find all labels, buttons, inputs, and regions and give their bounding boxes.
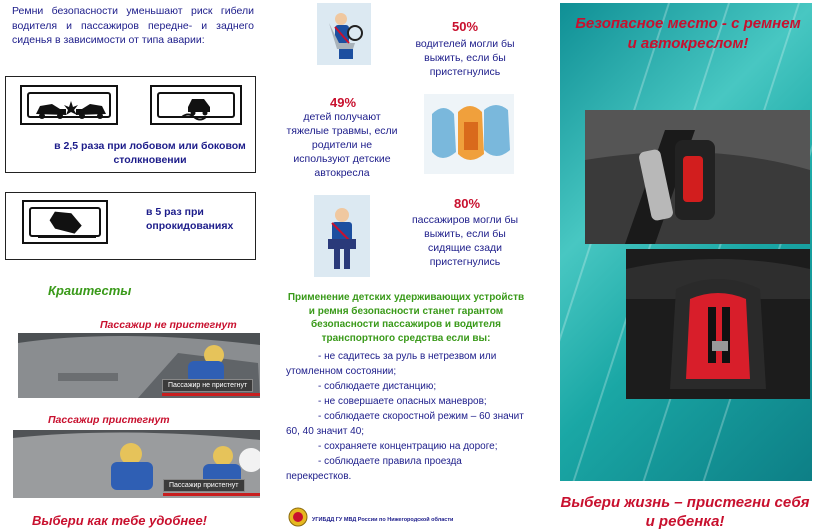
police-emblem-icon (288, 507, 308, 527)
passenger-belt-image (314, 195, 370, 277)
right-title: Безопасное место - с ремнем и автокреслом! (575, 15, 801, 52)
unbuckled-crash-image (18, 333, 260, 398)
advice-list (286, 349, 524, 484)
organization-name: УГИБДД ГУ МВД России по Нижегородской области (312, 517, 454, 523)
skidding-car-icon (152, 87, 244, 127)
rollover-text: в 5 раз при опрокидованиях (146, 206, 234, 232)
buckled-crash-image (13, 430, 260, 498)
rollover-sign (22, 200, 108, 244)
car-crash-icon (22, 87, 120, 127)
red-child-seat-icon (626, 249, 810, 399)
frontal-collision-sign (20, 85, 118, 125)
child-seat-image (424, 94, 514, 174)
intro-text: Ремни безопасности уменьшают риск гибели водителя и пассажиров передне- и заднего сиденья в зависимости от типа аварии: (12, 5, 254, 46)
stat3-value: 80% (453, 196, 481, 211)
crash-tests-title: Краштесты (48, 283, 132, 298)
stat1-value: 50% (451, 19, 479, 34)
advice-item: - соблюдаете скоростной режим – 60 значит 60, 40 значит 40; (286, 411, 524, 437)
unbuckled-caption: Пассажир не пристегнут (162, 379, 253, 392)
passenger-belt-icon (314, 195, 370, 277)
left-footer-slogan: Выбери как тебе удобнее! (32, 513, 208, 528)
child-seat-icon (424, 94, 514, 174)
advice-item: - не садитесь за руль в нетрезвом или утомленном состоянии; (286, 351, 497, 377)
buckled-title: Пассажир пристегнут (48, 414, 170, 426)
stat2-text: детей получают тяжелые травмы, если родители не используют детские автокресла (286, 111, 398, 179)
advice-item: - соблюдаете правила проезда перекрестков. (286, 456, 462, 482)
right-footer-slogan: Выбери жизнь – пристегни себя и ребенка! (560, 494, 810, 530)
unbuckled-title: Пассажир не пристегнут (100, 319, 237, 331)
slippery-road-sign (150, 85, 242, 125)
advice-item: - соблюдаете дистанцию; (318, 381, 437, 392)
advice-item: - сохраняете концентрацию на дороге; (318, 441, 498, 452)
buckled-caption: Пассажир пристегнут (163, 479, 245, 492)
advice-heading: Применение детских удерживающих устройств и ремня безопасности станет гарантом безопасности пассажиров и водителя транспортного средства если вы: (287, 292, 525, 344)
driver-belt-icon (317, 3, 371, 65)
rollover-car-icon (24, 202, 110, 246)
stat3-text: пассажиров могли бы выжить, если бы сидящие сзади пристегнулись (411, 214, 519, 268)
seatbelt-buckle-icon (585, 110, 810, 244)
seatbelt-photo (585, 110, 810, 244)
stat1-text: водителей могли бы выжить, если бы пристегнулись (415, 38, 515, 78)
stat2-value: 49% (329, 95, 357, 110)
advice-item: - не совершаете опасных маневров; (318, 396, 487, 407)
frontal-collision-text: в 2,5 раза при лобовом или боковом столкновении (54, 140, 246, 166)
driver-belt-image (317, 3, 371, 65)
child-seat-photo (626, 249, 810, 399)
